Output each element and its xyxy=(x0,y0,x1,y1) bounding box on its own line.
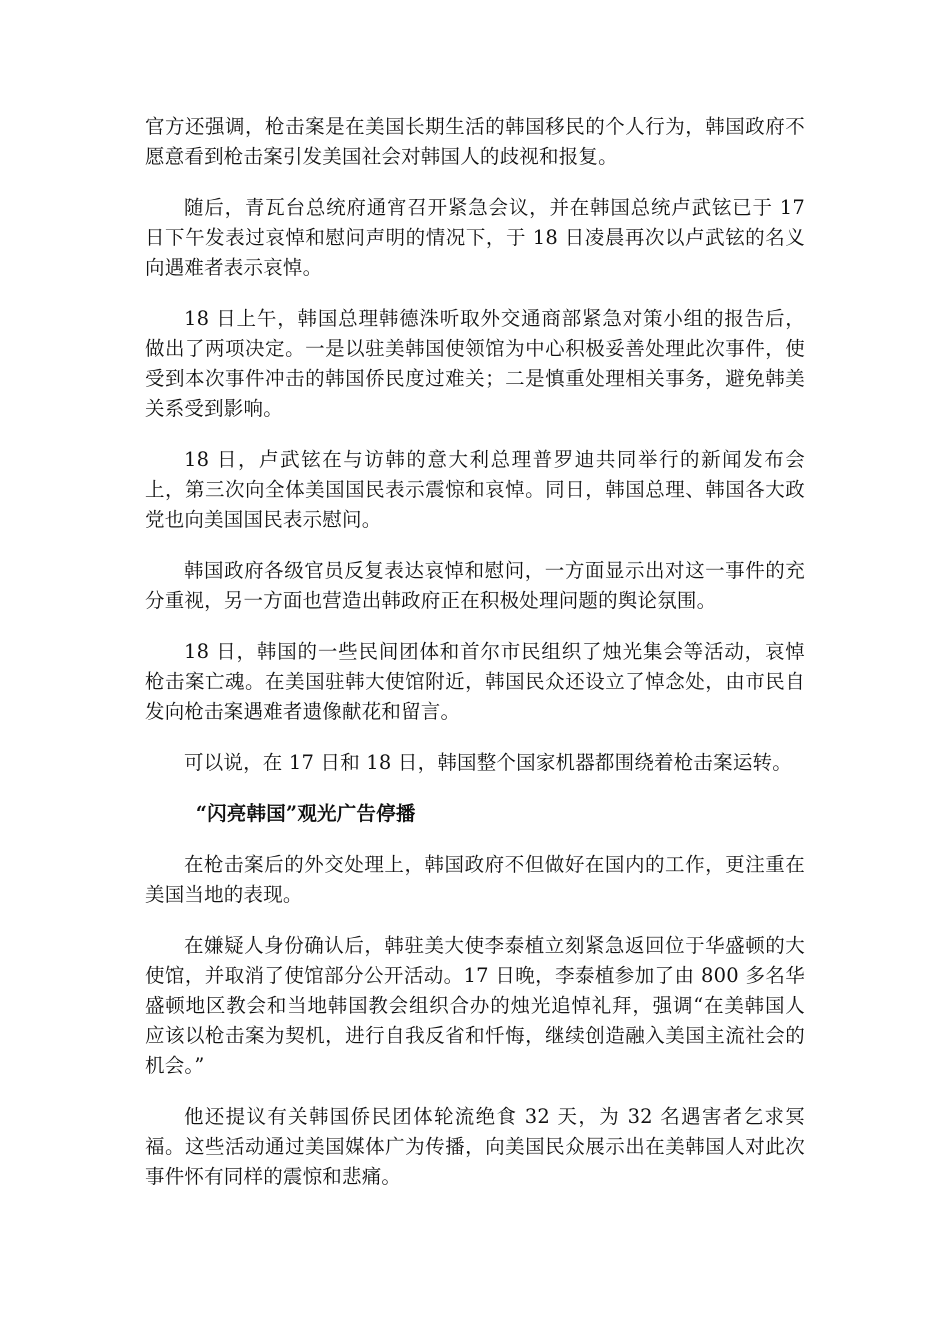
paragraph-1: 官方还强调，枪击案是在美国长期生活的韩国移民的个人行为，韩国政府不愿意看到枪击案引发美国社会对韩国人的歧视和报复。 xyxy=(145,115,805,168)
paragraph-7: 可以说，在 17 日和 18 日，韩国整个国家机器都围绕着枪击案运转。 xyxy=(184,751,792,774)
document-page xyxy=(145,112,805,1213)
paragraph-6: 18 日，韩国的一些民间团体和首尔市民组织了烛光集会等活动，哀悼枪击案亡魂。在美国驻韩大使馆附近，韩国民众还设立了悼念处，由市民自发向枪击案遇难者遗像献花和留言。 xyxy=(145,640,805,723)
paragraph-5: 韩国政府各级官员反复表达哀悼和慰问，一方面显示出对这一事件的充分重视，另一方面也营造出韩政府正在积极处理问题的舆论氛围。 xyxy=(145,559,805,612)
paragraph-4: 18 日，卢武铉在与访韩的意大利总理普罗迪共同举行的新闻发布会上，第三次向全体美国国民表示震惊和哀悼。同日，韩国总理、韩国各大政党也向美国国民表示慰问。 xyxy=(145,448,805,531)
paragraph-2: 随后，青瓦台总统府通宵召开紧急会议，并在韩国总统卢武铉已于 17 日下午发表过哀悼和慰问声明的情况下，于 18 日凌晨再次以卢武铉的名义向遇难者表示哀悼。 xyxy=(145,196,805,279)
paragraph-8: 在枪击案后的外交处理上，韩国政府不但做好在国内的工作，更注重在美国当地的表现。 xyxy=(145,853,805,906)
paragraph-10: 他还提议有关韩国侨民团体轮流绝食 32 天，为 32 名遇害者乞求冥福。这些活动通过美国媒体广为传播，向美国民众展示出在美韩国人对此次事件怀有同样的震惊和悲痛。 xyxy=(145,1105,805,1188)
paragraph-9: 在嫌疑人身份确认后，韩驻美大使李泰植立刻紧急返回位于华盛顿的大使馆，并取消了使馆部分公开活动。17 日晚，李泰植参加了由 800 多名华盛顿地区教会和当地韩国教会组织合办的烛光追悼礼拜，强调“在美韩国人应该以枪击案为契机，进行自我反省和忏悔，继续创造融入美国主流社会的机会。” xyxy=(145,934,805,1077)
section-heading: “闪亮韩国”观光广告停播 xyxy=(195,802,416,825)
paragraph-3: 18 日上午，韩国总理韩德洙听取外交通商部紧急对策小组的报告后，做出了两项决定。一是以驻美韩国使领馆为中心积极妥善处理此次事件，使受到本次事件冲击的韩国侨民度过难关；二是慎重处理相关事务，避免韩美关系受到影响。 xyxy=(145,307,805,420)
